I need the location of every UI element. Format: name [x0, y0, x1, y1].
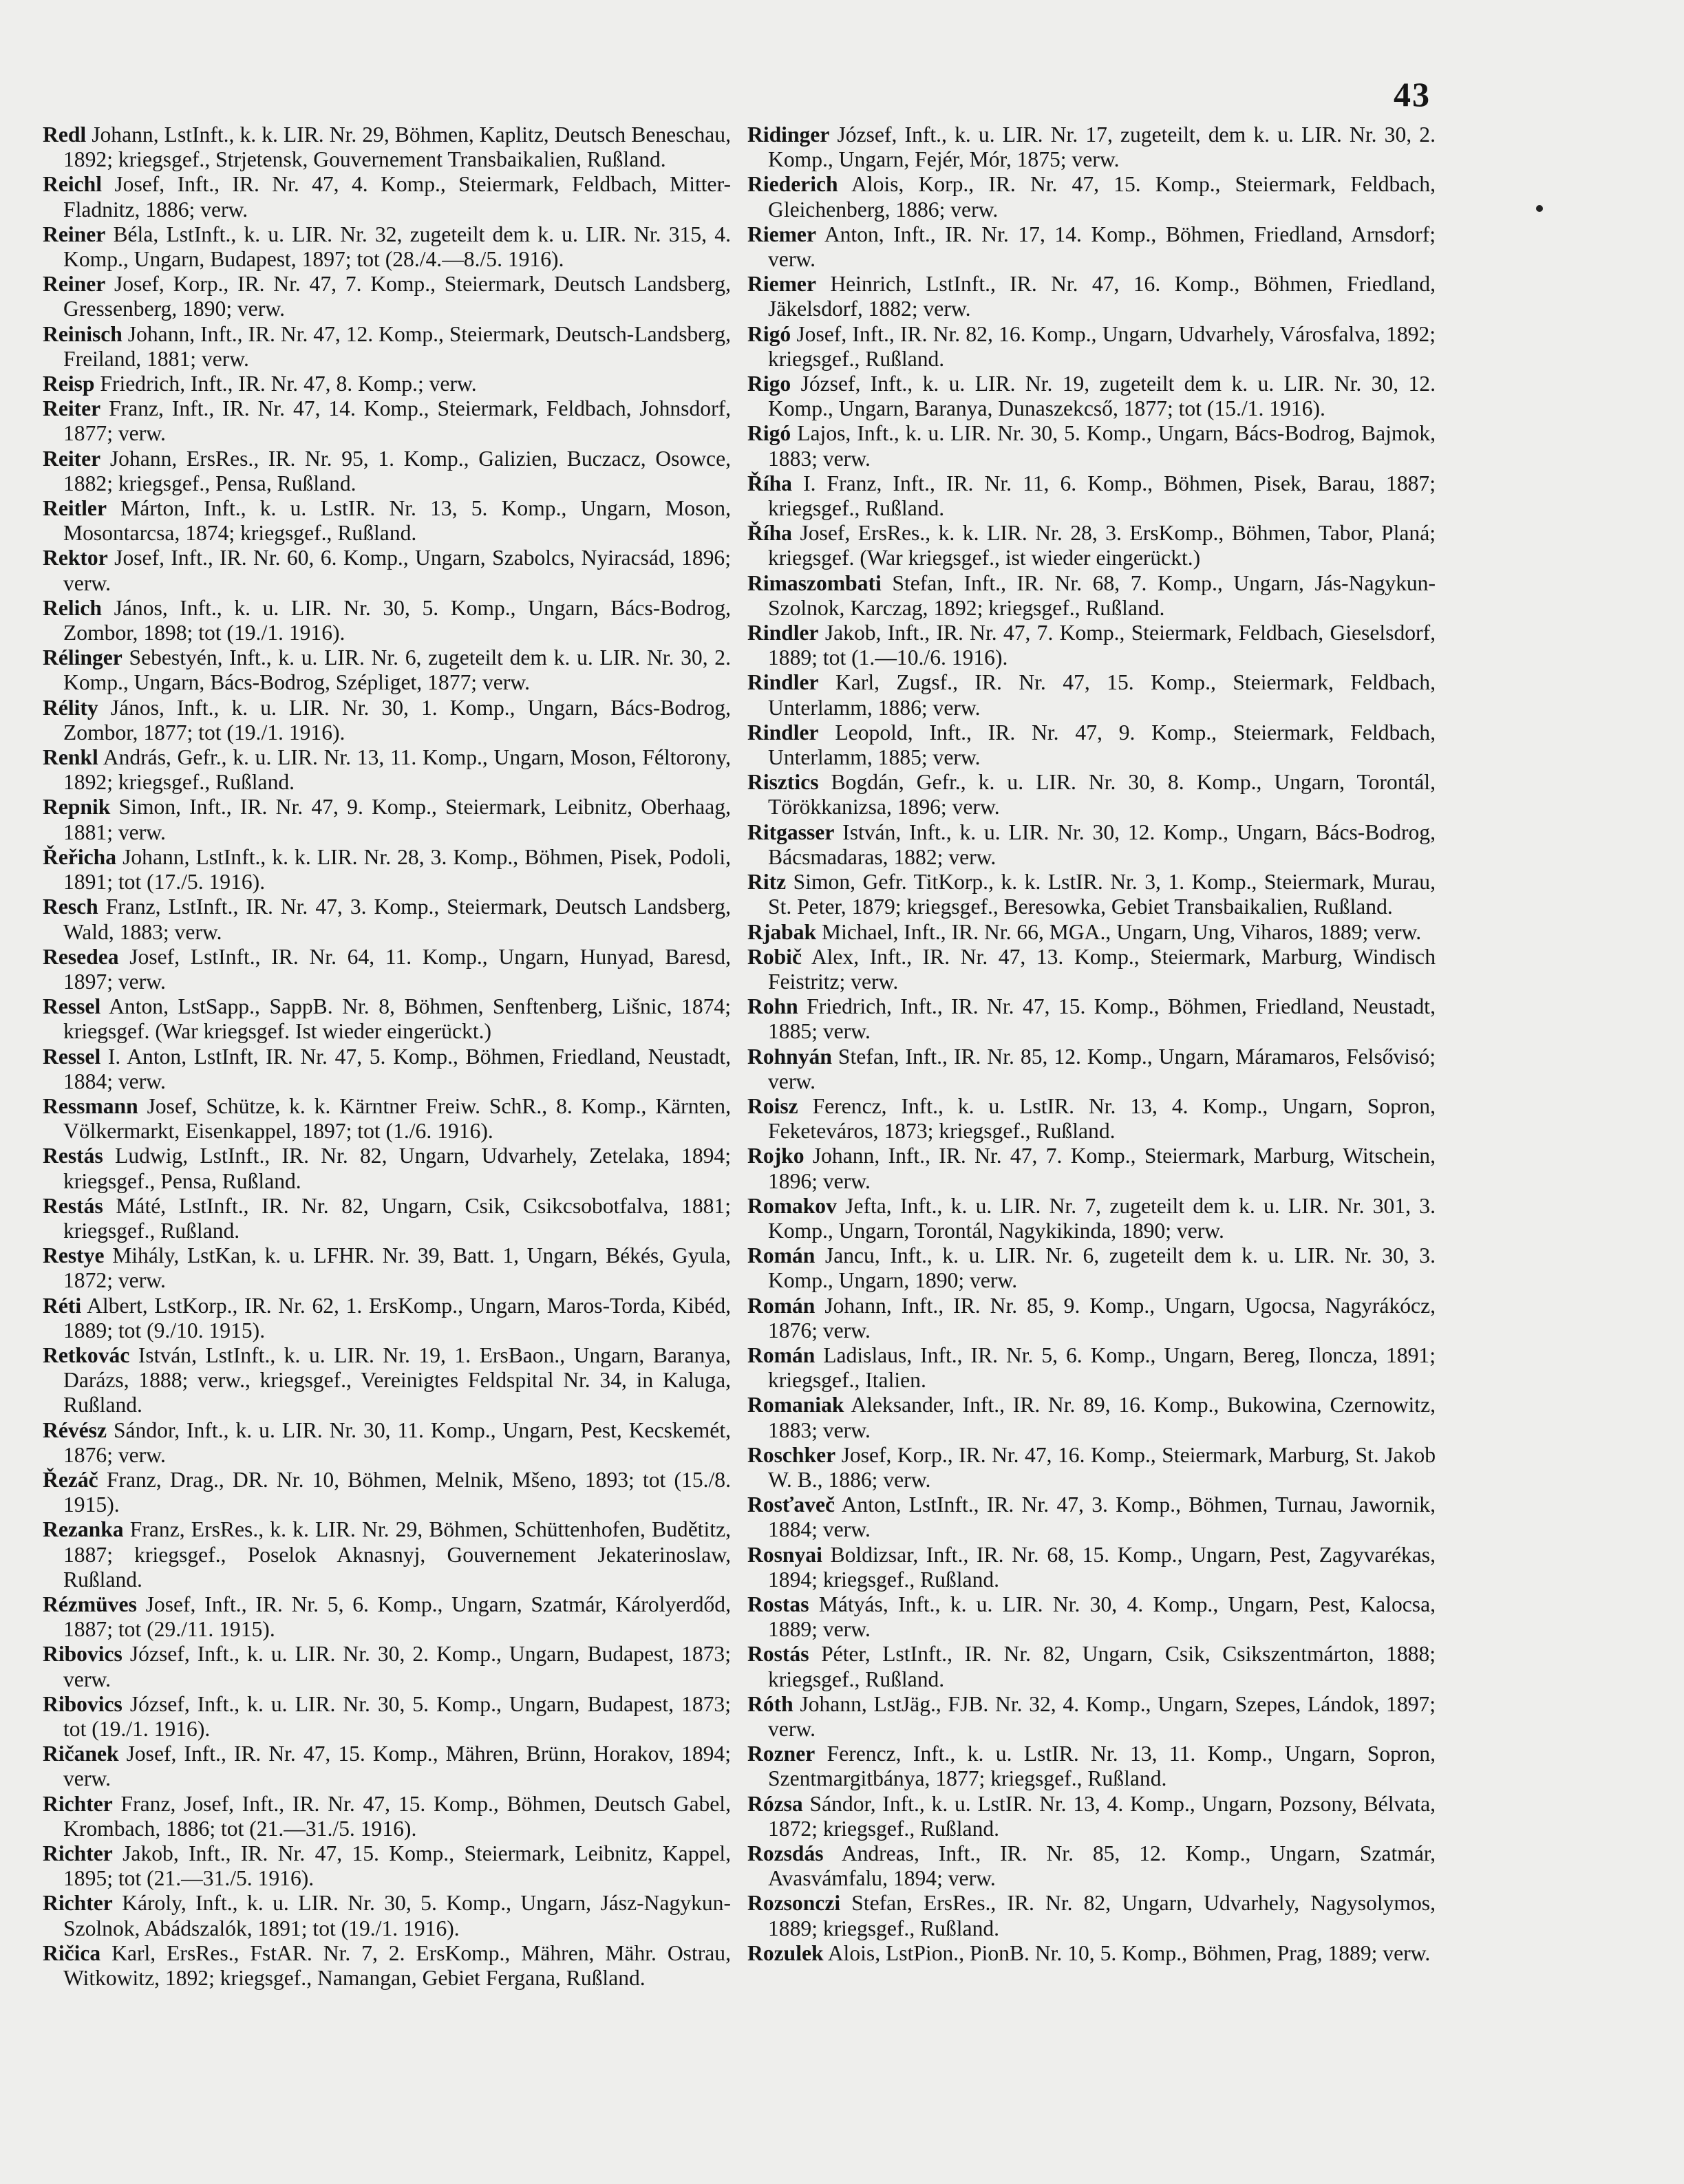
- entry-surname: Román: [747, 1243, 816, 1268]
- entry-details: József, Inft., k. u. LIR. Nr. 30, 5. Komp., Ungarn, Budapest, 1873; tot (19./1. 1916).: [63, 1691, 731, 1741]
- list-entry: [43, 994, 731, 1044]
- entry-surname: Rezanka: [43, 1517, 124, 1542]
- list-entry: [747, 994, 1436, 1044]
- entry-surname: Ričica: [43, 1940, 101, 1965]
- list-entry: [747, 1343, 1436, 1393]
- list-entry: [747, 820, 1436, 870]
- entry-details: Alois, Korp., IR. Nr. 47, 15. Komp., Steiermark, Feldbach, Gleichenberg, 1886; verw.: [768, 172, 1436, 222]
- list-entry: [747, 670, 1436, 720]
- entry-details: Andreas, Inft., IR. Nr. 85, 12. Komp., Ungarn, Szatmár, Avasvámfalu, 1894; verw.: [768, 1841, 1436, 1891]
- entry-surname: Reiner: [43, 272, 106, 297]
- entry-surname: Ritgasser: [747, 820, 835, 844]
- entry-details: Lajos, Inft., k. u. LIR. Nr. 30, 5. Komp., Ungarn, Bács-Bodrog, Bajmok, 1883; verw.: [768, 421, 1436, 471]
- entry-details: Johann, LstInft., k. k. LIR. Nr. 28, 3. Komp., Böhmen, Pisek, Podoli, 1891; tot (17./5. 1916).: [63, 844, 732, 895]
- list-entry: [43, 546, 731, 595]
- entry-details: Franz, Inft., IR. Nr. 47, 14. Komp., Steiermark, Feldbach, Johnsdorf, 1877; verw.: [63, 396, 732, 446]
- entry-details: Karl, Zugsf., IR. Nr. 47, 15. Komp., Steiermark, Feldbach, Unterlamm, 1886; verw.: [768, 670, 1436, 720]
- entry-surname: Román: [747, 1293, 816, 1318]
- entry-surname: Rindler: [747, 670, 819, 695]
- list-entry: [43, 696, 731, 745]
- entry-details: József, Inft., k. u. LIR. Nr. 19, zugeteilt dem k. u. LIR. Nr. 30, 12. Komp., Ungarn, Baranya, Dunaszekcső, 1877; tot (15./1. 1916).: [768, 372, 1436, 421]
- entry-surname: Richter: [43, 1791, 113, 1816]
- entry-surname: Ribovics: [43, 1691, 122, 1716]
- list-entry: [747, 372, 1436, 421]
- entry-details: Sebestyén, Inft., k. u. LIR. Nr. 6, zugeteilt dem k. u. LIR. Nr. 30, 2. Komp., Ungarn, Bács-Bodrog, Szépliget, 1877; verw.: [63, 645, 732, 695]
- entry-details: Sándor, Inft., k. u. LstIR. Nr. 13, 4. Komp., Ungarn, Pozsony, Bélvata, 1872; kriegsgef., Rußland.: [768, 1791, 1436, 1841]
- entry-surname: Róth: [747, 1691, 793, 1716]
- entry-details: Simon, Gefr. TitKorp., k. k. LstIR. Nr. 3, 1. Komp., Steiermark, Murau, St. Peter, 1879; kriegsgef., Beresowka, Gebiet Transbaikalien, Rußland.: [768, 870, 1436, 919]
- entry-details: Josef, Inft., IR. Nr. 47, 4. Komp., Steiermark, Feldbach, Mitter-Fladnitz, 1886; verw.: [63, 172, 731, 222]
- entry-details: Josef, ErsRes., k. k. LIR. Nr. 28, 3. ErsKomp., Böhmen, Tabor, Planá; kriegsgef. (War kriegsgef., ist wieder eingerückt.): [768, 521, 1436, 570]
- list-entry: [43, 222, 731, 272]
- entry-details: Josef, Korp., IR. Nr. 47, 7. Komp., Steiermark, Deutsch Landsberg, Gressenberg, 1890; verw.: [63, 272, 731, 321]
- entry-surname: Řeřicha: [43, 844, 117, 869]
- entry-details: Johann, LstJäg., FJB. Nr. 32, 4. Komp., Ungarn, Szepes, Lándok, 1897; verw.: [768, 1691, 1436, 1741]
- entry-surname: Riemer: [747, 272, 816, 297]
- list-entry: [747, 1492, 1436, 1542]
- list-entry: [747, 1642, 1436, 1691]
- entry-details: Ferencz, Inft., k. u. LstIR. Nr. 13, 4. Komp., Ungarn, Sopron, Feketeváros, 1873; kriegsgef., Rußland.: [768, 1093, 1436, 1144]
- list-entry: [747, 571, 1436, 621]
- entry-surname: Ressel: [43, 1044, 101, 1069]
- list-entry: [747, 122, 1436, 172]
- entry-surname: Retkovác: [43, 1342, 130, 1367]
- list-entry: [43, 1592, 731, 1642]
- entry-surname: Rostas: [747, 1592, 809, 1616]
- entry-surname: Redl: [43, 122, 87, 147]
- entry-details: Alex, Inft., IR. Nr. 47, 13. Komp., Steiermark, Marburg, Windisch Feistritz; verw.: [768, 944, 1436, 994]
- entry-details: János, Inft., k. u. LIR. Nr. 30, 1. Komp., Ungarn, Bács-Bodrog, Zombor, 1877; tot (19./1. 1916).: [63, 695, 731, 745]
- list-entry: [747, 1194, 1436, 1243]
- entry-surname: Říha: [747, 521, 792, 546]
- entry-details: János, Inft., k. u. LIR. Nr. 30, 5. Komp., Ungarn, Bács-Bodrog, Zombor, 1898; tot (19./1. 1916).: [63, 595, 731, 645]
- entry-details: Ludwig, LstInft., IR. Nr. 82, Ungarn, Udvarhely, Zetelaka, 1894; kriegsgef., Pensa, Rußland.: [63, 1144, 731, 1193]
- entry-surname: Réti: [43, 1293, 82, 1318]
- entry-surname: Romakov: [747, 1193, 837, 1218]
- entry-details: Stefan, Inft., IR. Nr. 85, 12. Komp., Ungarn, Máramaros, Felsővisó; verw.: [768, 1044, 1436, 1093]
- entry-details: Josef, Inft., IR. Nr. 60, 6. Komp., Ungarn, Szabolcs, Nyiracsád, 1896; verw.: [63, 546, 731, 595]
- entry-surname: Rohn: [747, 994, 798, 1019]
- entry-details: Josef, Schütze, k. k. Kärntner Freiw. SchR., 8. Komp., Kärnten, Völkermarkt, Eisenkappel, 1897; tot (1./6. 1916).: [63, 1093, 731, 1144]
- list-entry: [747, 1393, 1436, 1442]
- entry-surname: Ritz: [747, 870, 787, 895]
- entry-details: Johann, LstInft., k. k. LIR. Nr. 29, Böhmen, Kaplitz, Deutsch Beneschau, 1892; kriegsgef., Strjetensk, Gouvernement Transbaikalien, Rußland.: [63, 122, 731, 172]
- entry-details: Jakob, Inft., IR. Nr. 47, 15. Komp., Steiermark, Leibnitz, Kappel, 1895; tot (21.—31./5. 1916).: [63, 1841, 731, 1891]
- entry-details: Anton, Inft., IR. Nr. 17, 14. Komp., Böhmen, Friedland, Arnsdorf; verw.: [768, 222, 1436, 272]
- list-entry: [747, 1294, 1436, 1343]
- list-entry: [747, 1592, 1436, 1642]
- entry-surname: Reiner: [43, 222, 106, 246]
- entry-surname: Rozner: [747, 1742, 816, 1766]
- list-entry: [747, 1891, 1436, 1940]
- entry-surname: Řezáč: [43, 1467, 98, 1492]
- entry-details: Jancu, Inft., k. u. LIR. Nr. 6, zugeteilt dem k. u. LIR. Nr. 30, 3. Komp., Ungarn, 1890; verw.: [768, 1243, 1436, 1293]
- entry-surname: Reitler: [43, 496, 107, 521]
- list-entry: [43, 1094, 731, 1144]
- list-entry: [747, 272, 1436, 321]
- entry-surname: Rimaszombati: [747, 570, 882, 595]
- entry-details: József, Inft., k. u. LIR. Nr. 17, zugeteilt, dem k. u. LIR. Nr. 30, 2. Komp., Ungarn, Fejér, Mór, 1875; verw.: [768, 122, 1436, 172]
- entry-surname: Rektor: [43, 546, 108, 570]
- list-entry: [747, 1792, 1436, 1841]
- entry-details: Josef, Korp., IR. Nr. 47, 16. Komp., Steiermark, Marburg, St. Jakob W. B., 1886; verw.: [768, 1442, 1436, 1492]
- entry-surname: Reinisch: [43, 321, 122, 346]
- list-entry: [747, 1094, 1436, 1144]
- list-entry: [43, 1642, 731, 1691]
- entry-surname: Robič: [747, 944, 802, 969]
- entry-surname: Rjabak: [747, 919, 817, 944]
- entry-surname: Riederich: [747, 172, 838, 197]
- page-number: 43: [1394, 75, 1431, 114]
- entry-surname: Roschker: [747, 1442, 836, 1467]
- entry-details: Josef, Inft., IR. Nr. 47, 15. Komp., Mähren, Brünn, Horakov, 1894; verw.: [63, 1742, 731, 1791]
- entry-details: Károly, Inft., k. u. LIR. Nr. 30, 5. Komp., Ungarn, Jász-Nagykun-Szolnok, Abádszalók, 1891; tot (19./1. 1916).: [63, 1891, 731, 1940]
- entry-surname: Rindler: [747, 621, 819, 645]
- list-entry: [747, 421, 1436, 471]
- entry-surname: Reiter: [43, 446, 101, 471]
- list-entry: [43, 645, 731, 695]
- list-entry: [747, 1243, 1436, 1293]
- entry-details: Péter, LstInft., IR. Nr. 82, Ungarn, Csik, Csikszentmárton, 1888; kriegsgef., Rußland.: [768, 1642, 1436, 1691]
- entry-surname: Rózsa: [747, 1791, 803, 1816]
- entry-details: Josef, Inft., IR. Nr. 82, 16. Komp., Ungarn, Udvarhely, Városfalva, 1892; kriegsgef., Rußland.: [768, 321, 1436, 371]
- list-entry: [43, 1194, 731, 1243]
- entry-details: Franz, Drag., DR. Nr. 10, Böhmen, Melnik, Mšeno, 1893; tot (15./8. 1915).: [63, 1467, 732, 1517]
- entry-surname: Richter: [43, 1891, 113, 1916]
- list-entry: [43, 1418, 731, 1468]
- entry-surname: Rézmüves: [43, 1592, 137, 1616]
- entry-surname: Rohnyán: [747, 1044, 832, 1069]
- list-entry: [747, 1543, 1436, 1592]
- list-entry: [747, 770, 1436, 820]
- entry-surname: Révész: [43, 1417, 107, 1442]
- entry-details: Béla, LstInft., k. u. LIR. Nr. 32, zugeteilt dem k. u. LIR. Nr. 315, 4. Komp., Ungarn, Budapest, 1897; tot (28./4.—8./5. 1916).: [63, 222, 731, 272]
- entry-details: Franz, Josef, Inft., IR. Nr. 47, 15. Komp., Böhmen, Deutsch Gabel, Krombach, 1886; tot (21.—31./5. 1916).: [63, 1791, 731, 1841]
- entry-details: Johann, Inft., IR. Nr. 85, 9. Komp., Ungarn, Ugocsa, Nagyrákócz, 1876; verw.: [768, 1293, 1436, 1342]
- entry-surname: Ridinger: [747, 122, 830, 147]
- entry-details: József, Inft., k. u. LIR. Nr. 30, 2. Komp., Ungarn, Budapest, 1873; verw.: [63, 1642, 731, 1691]
- entry-surname: Roisz: [747, 1093, 798, 1118]
- list-entry: [747, 1443, 1436, 1492]
- entry-details: Johann, Inft., IR. Nr. 47, 12. Komp., Steiermark, Deutsch-Landsberg, Freiland, 1881; verw.: [63, 321, 731, 371]
- entry-details: Jefta, Inft., k. u. LIR. Nr. 7, zugeteilt dem k. u. LIR. Nr. 301, 3. Komp., Ungarn, Torontál, Nagykikinda, 1890; verw.: [768, 1193, 1436, 1243]
- entry-surname: Ressel: [43, 994, 101, 1019]
- entry-details: Simon, Inft., IR. Nr. 47, 9. Komp., Steiermark, Leibnitz, Oberhaag, 1881; verw.: [63, 795, 731, 844]
- entry-surname: Román: [747, 1342, 816, 1367]
- entry-surname: Repnik: [43, 795, 111, 820]
- entry-surname: Ričanek: [43, 1742, 119, 1766]
- list-entry: [43, 396, 731, 446]
- entry-surname: Rozsdás: [747, 1841, 824, 1866]
- list-entry: [43, 895, 731, 944]
- list-entry: [43, 845, 731, 895]
- list-entry: [43, 1841, 731, 1891]
- entry-details: Mihály, LstKan, k. u. LFHR. Nr. 39, Batt. 1, Ungarn, Békés, Gyula, 1872; verw.: [63, 1243, 731, 1293]
- list-entry: [43, 1742, 731, 1791]
- entry-surname: Restás: [43, 1193, 103, 1218]
- entry-details: Sándor, Inft., k. u. LIR. Nr. 30, 11. Komp., Ungarn, Pest, Kecskemét, 1876; verw.: [63, 1417, 731, 1467]
- entry-details: Franz, LstInft., IR. Nr. 47, 3. Komp., Steiermark, Deutsch Landsberg, Wald, 1883; verw.: [63, 895, 731, 944]
- list-entry: [43, 272, 731, 321]
- entry-surname: Resedea: [43, 944, 119, 969]
- entry-details: Máté, LstInft., IR. Nr. 82, Ungarn, Csik, Csikcsobotfalva, 1881; kriegsgef., Rußland.: [63, 1193, 732, 1243]
- entry-surname: Reichl: [43, 172, 102, 197]
- list-entry: [43, 1045, 731, 1094]
- entry-surname: Relich: [43, 595, 102, 620]
- entry-details: Ferencz, Inft., k. u. LstIR. Nr. 13, 11. Komp., Ungarn, Sopron, Szentmargitbánya, 1877; kriegsgef., Rußland.: [768, 1742, 1436, 1791]
- list-entry: [43, 945, 731, 994]
- entry-details: Bogdán, Gefr., k. u. LIR. Nr. 30, 8. Komp., Ungarn, Torontál, Törökkanizsa, 1896; verw.: [768, 770, 1436, 820]
- entry-details: András, Gefr., k. u. LIR. Nr. 13, 11. Komp., Ungarn, Moson, Féltorony, 1892; kriegsgef., Rußland.: [63, 745, 732, 795]
- right-column: [747, 122, 1436, 1966]
- list-entry: [747, 870, 1436, 919]
- list-entry: [43, 596, 731, 645]
- entry-surname: Ribovics: [43, 1642, 122, 1667]
- entry-details: Anton, LstSapp., SappB. Nr. 8, Böhmen, Senftenberg, Lišnic, 1874; kriegsgef. (War kriegsgef. Ist wieder eingerückt.): [63, 994, 732, 1044]
- entry-details: Heinrich, LstInft., IR. Nr. 47, 16. Komp., Böhmen, Friedland, Jäkelsdorf, 1882; verw.: [768, 272, 1436, 321]
- entry-surname: Riemer: [747, 222, 816, 246]
- list-entry: [747, 920, 1436, 945]
- entry-surname: Restye: [43, 1243, 105, 1268]
- list-entry: [747, 720, 1436, 770]
- list-entry: [747, 1941, 1436, 1966]
- list-entry: [747, 521, 1436, 570]
- entry-surname: Renkl: [43, 745, 98, 770]
- entry-details: Boldizsar, Inft., IR. Nr. 68, 15. Komp., Ungarn, Pest, Zagyvarékas, 1894; kriegsgef., Rußland.: [768, 1542, 1436, 1592]
- entry-details: Albert, LstKorp., IR. Nr. 62, 1. ErsKomp., Ungarn, Maros-Torda, Kibéd, 1889; tot (9./10. 1915).: [63, 1293, 732, 1342]
- entry-surname: Rélity: [43, 695, 98, 720]
- entry-surname: Ressmann: [43, 1093, 138, 1118]
- list-entry: [43, 447, 731, 496]
- list-entry: [747, 172, 1436, 222]
- entry-details: Ladislaus, Inft., IR. Nr. 5, 6. Komp., Ungarn, Bereg, Ilonсza, 1891; kriegsgef., Italien.: [768, 1342, 1436, 1393]
- entry-details: Johann, ErsRes., IR. Nr. 95, 1. Komp., Galizien, Buczacz, Osowce, 1882; kriegsgef., Pensa, Rußland.: [63, 446, 731, 495]
- entry-surname: Rojko: [747, 1144, 804, 1168]
- list-entry: [43, 1294, 731, 1343]
- entry-details: Friedrich, Inft., IR. Nr. 47, 8. Komp.; verw.: [100, 372, 477, 396]
- entry-surname: Rostás: [747, 1642, 809, 1667]
- entry-surname: Risztics: [747, 770, 819, 795]
- entry-surname: Říha: [747, 471, 792, 495]
- entry-surname: Reisp: [43, 372, 95, 396]
- entry-surname: Rosnyai: [747, 1542, 822, 1567]
- entry-details: Stefan, ErsRes., IR. Nr. 82, Ungarn, Udvarhely, Nagysolymos, 1889; kriegsgef., Rußland.: [768, 1891, 1436, 1940]
- entry-surname: Richter: [43, 1841, 113, 1866]
- entry-surname: Rindler: [747, 720, 819, 745]
- entry-details: István, Inft., k. u. LIR. Nr. 30, 12. Komp., Ungarn, Bács-Bodrog, Bácsmadaras, 1882; verw.: [768, 820, 1436, 869]
- list-entry: [43, 1343, 731, 1418]
- list-entry: [43, 1792, 731, 1841]
- list-entry: [747, 1841, 1436, 1891]
- entry-details: Friedrich, Inft., IR. Nr. 47, 15. Komp., Böhmen, Friedland, Neustadt, 1885; verw.: [768, 994, 1436, 1044]
- list-entry: [747, 322, 1436, 372]
- entry-details: Alois, LstPion., PionB. Nr. 10, 5. Komp., Böhmen, Prag, 1889; verw.: [827, 1940, 1431, 1965]
- list-entry: [747, 222, 1436, 272]
- list-entry: [43, 1468, 731, 1517]
- left-column: [43, 122, 731, 1991]
- entry-details: Michael, Inft., IR. Nr. 66, MGA., Ungarn, Ung, Viharos, 1889; verw.: [821, 919, 1422, 944]
- list-entry: [43, 795, 731, 844]
- entry-details: I. Anton, LstInft, IR. Nr. 47, 5. Komp., Böhmen, Friedland, Neustadt, 1884; verw.: [63, 1044, 731, 1093]
- list-entry: [43, 496, 731, 546]
- entry-surname: Rélinger: [43, 645, 122, 670]
- list-entry: [43, 122, 731, 172]
- list-entry: [43, 1144, 731, 1193]
- entry-details: Jakob, Inft., IR. Nr. 47, 7. Komp., Steiermark, Feldbach, Gieselsdorf, 1889; tot (1.—10./6. 1916).: [768, 621, 1436, 670]
- list-entry: [747, 945, 1436, 994]
- list-entry: [747, 471, 1436, 521]
- entry-details: Aleksander, Inft., IR. Nr. 89, 16. Komp., Bukowina, Czernowitz, 1883; verw.: [768, 1393, 1436, 1442]
- list-entry: [43, 372, 731, 396]
- entry-details: Josef, Inft., IR. Nr. 5, 6. Komp., Ungarn, Szatmár, Károlyerdőd, 1887; tot (29./11. 1915).: [63, 1592, 732, 1642]
- entry-details: Johann, Inft., IR. Nr. 47, 7. Komp., Steiermark, Marburg, Witschein, 1896; verw.: [768, 1144, 1436, 1193]
- list-entry: [747, 1045, 1436, 1094]
- list-entry: [43, 322, 731, 372]
- speck-mark: [1536, 205, 1543, 212]
- entry-surname: Rosťaveč: [747, 1492, 835, 1517]
- list-entry: [747, 1692, 1436, 1742]
- list-entry: [43, 172, 731, 222]
- entry-surname: Resch: [43, 895, 98, 919]
- entry-details: Márton, Inft., k. u. LstIR. Nr. 13, 5. Komp., Ungarn, Moson, Mosontarcsa, 1874; kriegsgef., Rußland.: [63, 496, 731, 546]
- entry-details: Josef, LstInft., IR. Nr. 64, 11. Komp., Ungarn, Hunyad, Baresd, 1897; verw.: [63, 944, 731, 994]
- entry-details: Anton, LstInft., IR. Nr. 47, 3. Komp., Böhmen, Turnau, Jawornik, 1884; verw.: [768, 1492, 1436, 1542]
- entry-details: I. Franz, Inft., IR. Nr. 11, 6. Komp., Böhmen, Pisek, Barau, 1887; kriegsgef., Rußland.: [768, 471, 1436, 521]
- entry-surname: Rigó: [747, 321, 791, 346]
- list-entry: [747, 1742, 1436, 1791]
- entry-surname: Restás: [43, 1144, 103, 1168]
- entry-surname: Rozulek: [747, 1940, 824, 1965]
- list-entry: [43, 1891, 731, 1940]
- entry-details: Mátyás, Inft., k. u. LIR. Nr. 30, 4. Komp., Ungarn, Pest, Kalocsa, 1889; verw.: [768, 1592, 1436, 1642]
- entry-details: Stefan, Inft., IR. Nr. 68, 7. Komp., Ungarn, Jás-Nagykun-Szolnok, Karczag, 1892; kriegsgef., Rußland.: [768, 570, 1436, 620]
- list-entry: [747, 1144, 1436, 1193]
- entry-surname: Reiter: [43, 396, 101, 421]
- list-entry: [43, 1243, 731, 1293]
- list-entry: [43, 1941, 731, 1991]
- entry-details: Leopold, Inft., IR. Nr. 47, 9. Komp., Steiermark, Feldbach, Unterlamm, 1885; verw.: [768, 720, 1436, 770]
- entry-surname: Rigo: [747, 372, 791, 396]
- entry-details: Franz, ErsRes., k. k. LIR. Nr. 29, Böhmen, Schüttenhofen, Budětitz, 1887; kriegsgef., Poselok Aknasnyj, Gouvernement Jekaterinoslaw, Rußland.: [63, 1517, 731, 1592]
- entry-surname: Romaniak: [747, 1393, 844, 1417]
- entry-surname: Rozsonczi: [747, 1891, 841, 1916]
- entry-details: István, LstInft., k. u. LIR. Nr. 19, 1. ErsBaon., Ungarn, Baranya, Darázs, 1888; verw., kriegsgef., Vereinigtes Feldspital Nr. 34, in Kaluga, Rußland.: [63, 1342, 731, 1417]
- entry-details: Karl, ErsRes., FstAR. Nr. 7, 2. ErsKomp., Mähren, Mähr. Ostrau, Witkowitz, 1892; kriegsgef., Namangan, Gebiet Fergana, Rußland.: [63, 1940, 731, 1991]
- list-entry: [43, 1517, 731, 1592]
- list-entry: [43, 745, 731, 795]
- entry-surname: Rigó: [747, 421, 791, 446]
- list-entry: [747, 621, 1436, 670]
- list-entry: [43, 1692, 731, 1742]
